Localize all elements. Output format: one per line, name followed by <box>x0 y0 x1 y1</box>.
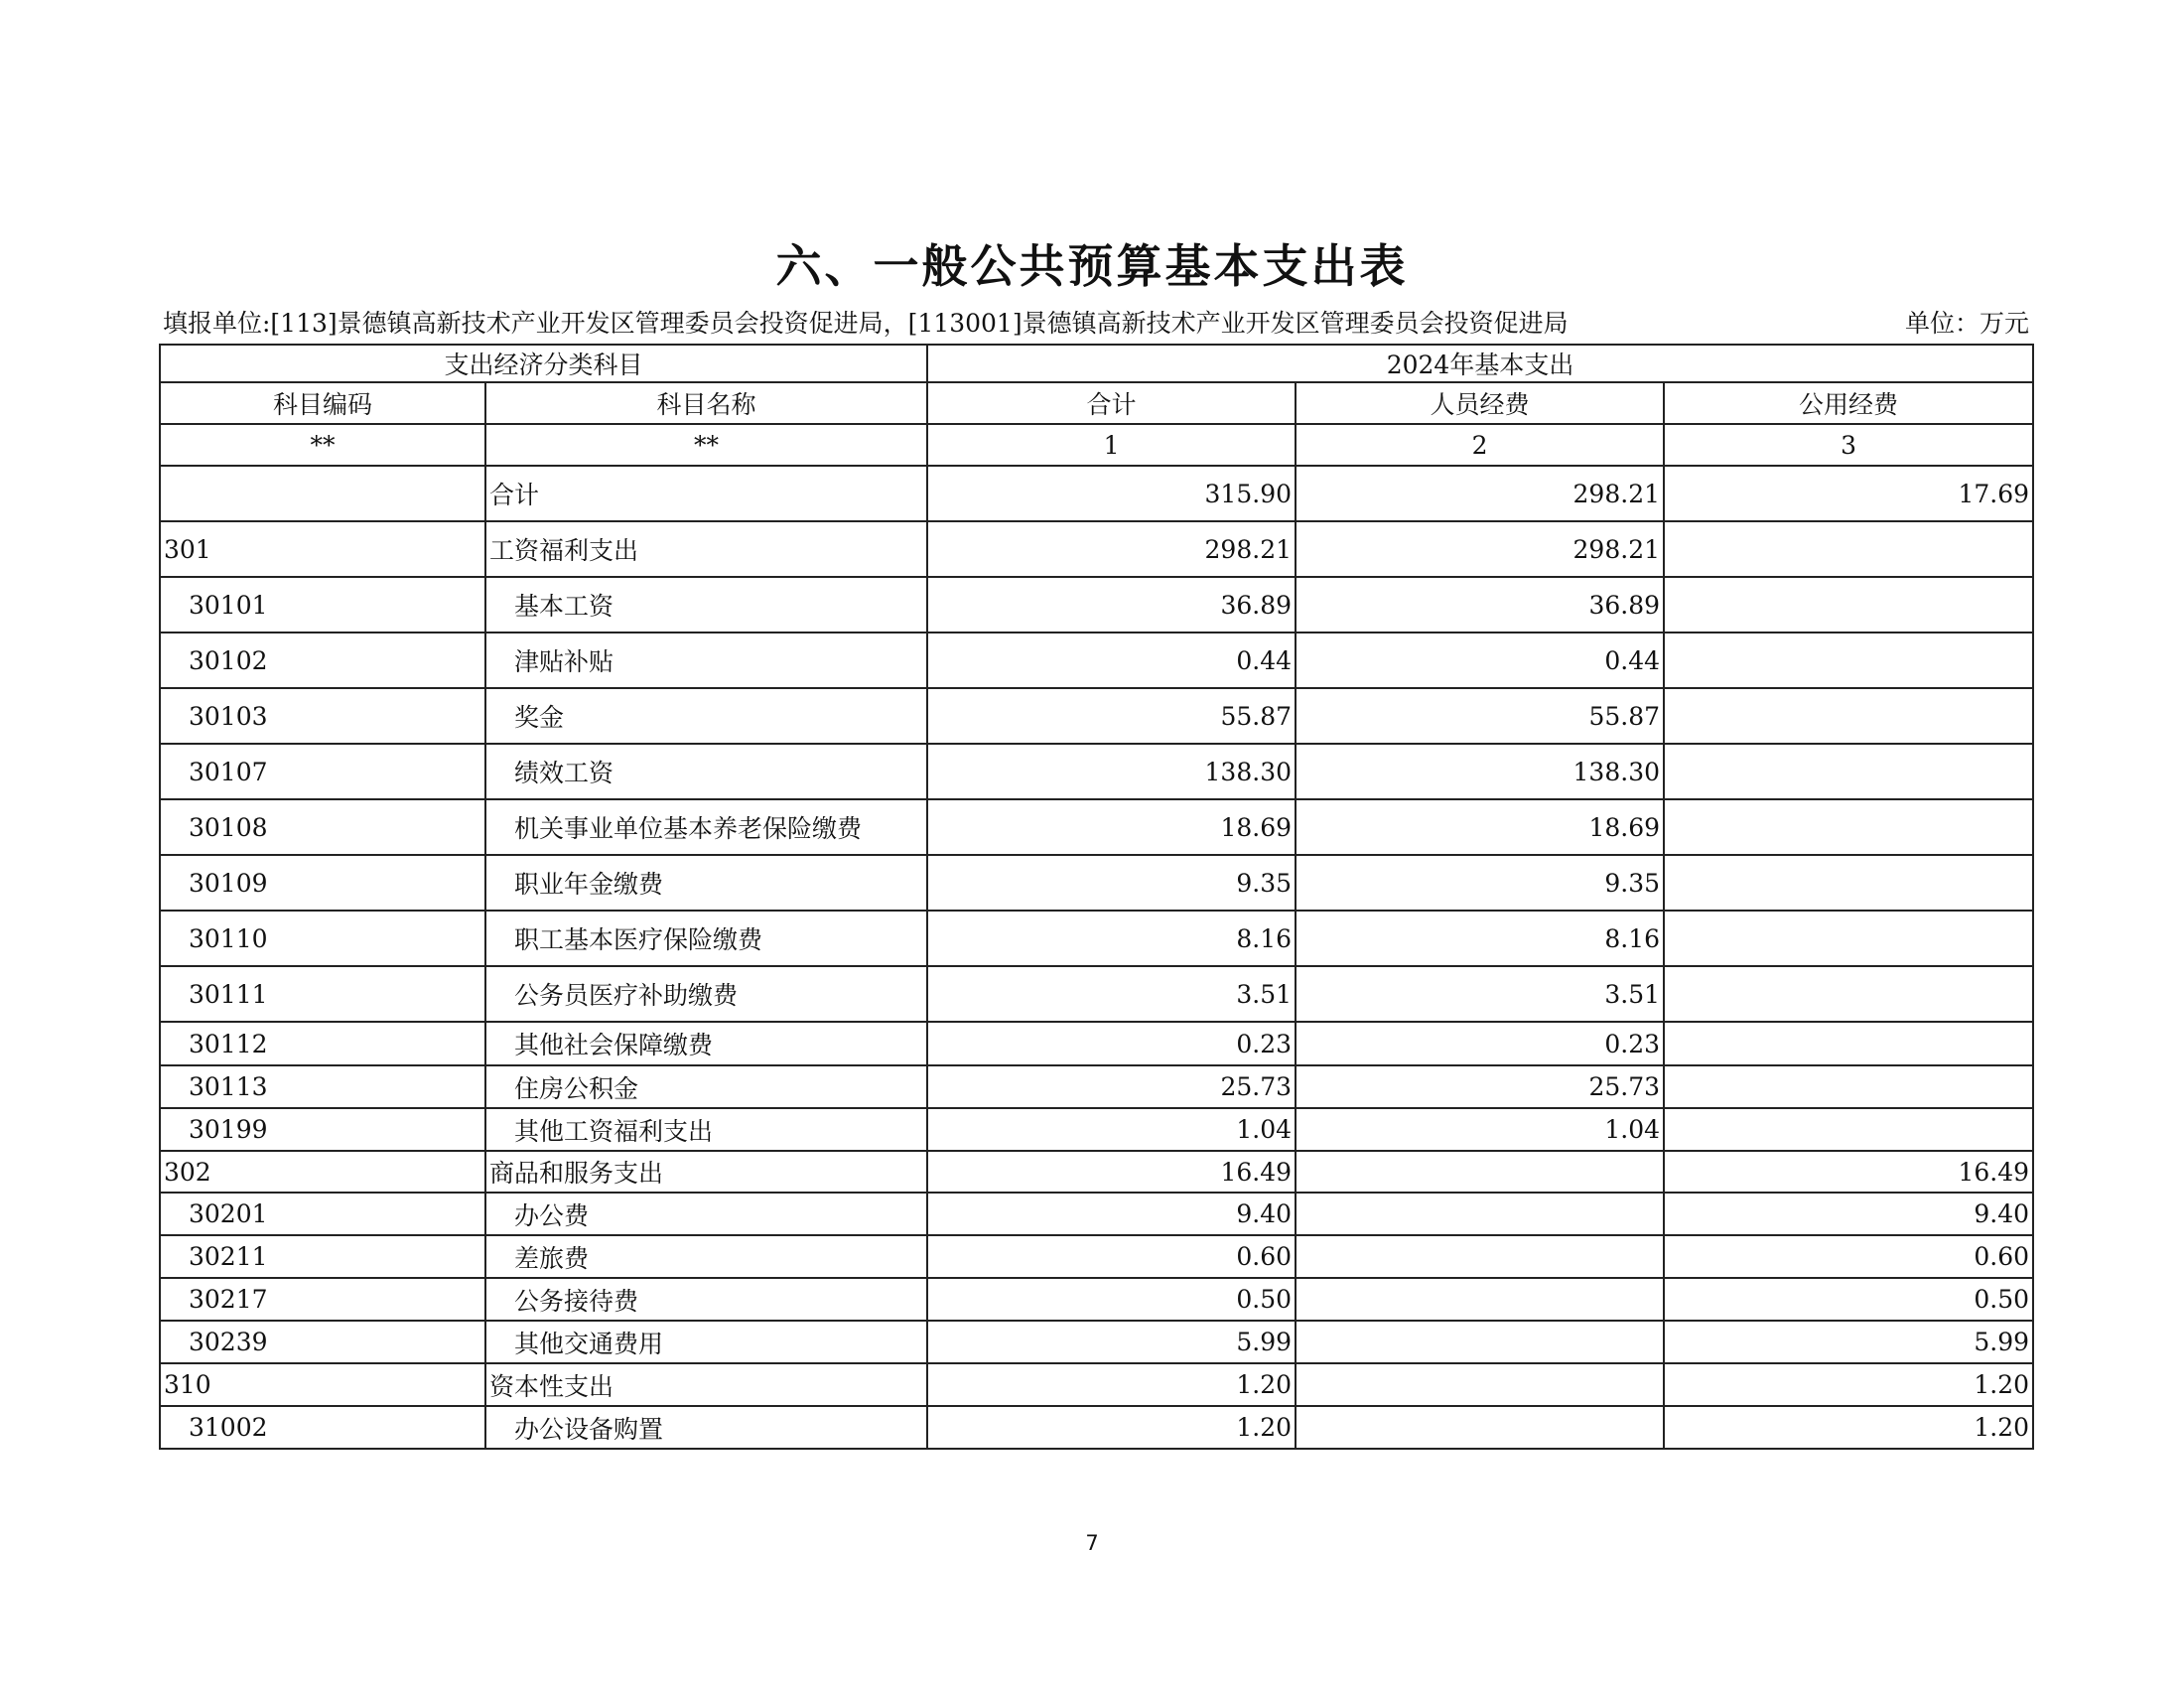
row-personnel <box>1296 1193 1664 1235</box>
header-group-row <box>160 345 2033 382</box>
row-public: 1.20 <box>1664 1406 2033 1449</box>
row-total: 298.21 <box>927 521 1296 577</box>
row-personnel: 36.89 <box>1296 577 1664 633</box>
row-code: 302 <box>160 1151 485 1193</box>
row-code: 30211 <box>160 1235 485 1278</box>
row-name: 其他工资福利支出 <box>485 1108 927 1151</box>
row-name: 职业年金缴费 <box>485 855 927 911</box>
table-row <box>160 577 2033 633</box>
page-title: 六、一般公共预算基本支出表 <box>775 239 1409 293</box>
row-total: 0.50 <box>927 1278 1296 1321</box>
row-public: 0.50 <box>1664 1278 2033 1321</box>
row-total: 16.49 <box>927 1151 1296 1193</box>
row-public <box>1664 577 2033 633</box>
row-personnel <box>1296 1278 1664 1321</box>
unit-label: 单位：万元 <box>1904 309 2029 338</box>
row-total: 55.87 <box>927 688 1296 744</box>
row-total: 0.60 <box>927 1235 1296 1278</box>
header-group-left: 支出经济分类科目 <box>160 345 927 382</box>
row-public <box>1664 966 2033 1022</box>
row-name: 工资福利支出 <box>485 521 927 577</box>
row-name: 机关事业单位基本养老保险缴费 <box>485 799 927 855</box>
row-total: 5.99 <box>927 1321 1296 1363</box>
table-row <box>160 1022 2033 1065</box>
row-total: 8.16 <box>927 911 1296 966</box>
row-public <box>1664 1022 2033 1065</box>
row-code: 30107 <box>160 744 485 799</box>
row-name: 基本工资 <box>485 577 927 633</box>
table-row <box>160 1235 2033 1278</box>
row-personnel: 138.30 <box>1296 744 1664 799</box>
row-public: 9.40 <box>1664 1193 2033 1235</box>
row-name: 合计 <box>485 466 927 521</box>
row-name: 津贴补贴 <box>485 633 927 688</box>
row-code: 30113 <box>160 1065 485 1108</box>
table-row <box>160 1108 2033 1151</box>
row-personnel <box>1296 1321 1664 1363</box>
row-personnel <box>1296 1363 1664 1406</box>
index-code: ** <box>160 424 485 466</box>
table-row <box>160 1406 2033 1449</box>
row-public <box>1664 521 2033 577</box>
row-total: 1.20 <box>927 1406 1296 1449</box>
row-code: 31002 <box>160 1406 485 1449</box>
row-public: 16.49 <box>1664 1151 2033 1193</box>
row-code: 30103 <box>160 688 485 744</box>
row-name: 商品和服务支出 <box>485 1151 927 1193</box>
table-row <box>160 1278 2033 1321</box>
row-public: 5.99 <box>1664 1321 2033 1363</box>
header-personnel: 人员经费 <box>1296 382 1664 424</box>
row-personnel: 55.87 <box>1296 688 1664 744</box>
table-row <box>160 1151 2033 1193</box>
index-name: ** <box>485 424 927 466</box>
row-name: 奖金 <box>485 688 927 744</box>
row-code: 30112 <box>160 1022 485 1065</box>
row-total: 1.04 <box>927 1108 1296 1151</box>
table-row <box>160 744 2033 799</box>
index-personnel: 2 <box>1296 424 1664 466</box>
row-code: 30110 <box>160 911 485 966</box>
row-public <box>1664 744 2033 799</box>
row-name: 其他交通费用 <box>485 1321 927 1363</box>
report-meta <box>163 306 2029 342</box>
table-row <box>160 1065 2033 1108</box>
header-public: 公用经费 <box>1664 382 2033 424</box>
row-name: 差旅费 <box>485 1235 927 1278</box>
row-public <box>1664 799 2033 855</box>
row-personnel: 298.21 <box>1296 521 1664 577</box>
table-row <box>160 521 2033 577</box>
row-total: 18.69 <box>927 799 1296 855</box>
index-public: 3 <box>1664 424 2033 466</box>
row-public <box>1664 855 2033 911</box>
header-total: 合计 <box>927 382 1296 424</box>
row-code: 301 <box>160 521 485 577</box>
row-code: 30111 <box>160 966 485 1022</box>
row-public <box>1664 1065 2033 1108</box>
row-public: 0.60 <box>1664 1235 2033 1278</box>
header-name: 科目名称 <box>485 382 927 424</box>
row-total: 0.44 <box>927 633 1296 688</box>
row-personnel <box>1296 1235 1664 1278</box>
row-public <box>1664 1108 2033 1151</box>
row-personnel: 18.69 <box>1296 799 1664 855</box>
row-total: 25.73 <box>927 1065 1296 1108</box>
row-personnel: 1.04 <box>1296 1108 1664 1151</box>
row-personnel: 3.51 <box>1296 966 1664 1022</box>
row-code <box>160 466 485 521</box>
index-total: 1 <box>927 424 1296 466</box>
row-personnel <box>1296 1151 1664 1193</box>
table-row <box>160 688 2033 744</box>
row-name: 其他社会保障缴费 <box>485 1022 927 1065</box>
header-group-right: 2024年基本支出 <box>927 345 2033 382</box>
row-personnel: 9.35 <box>1296 855 1664 911</box>
row-name: 办公费 <box>485 1193 927 1235</box>
header-code: 科目编码 <box>160 382 485 424</box>
row-personnel: 0.23 <box>1296 1022 1664 1065</box>
row-code: 30108 <box>160 799 485 855</box>
table-row <box>160 1321 2033 1363</box>
row-total: 9.35 <box>927 855 1296 911</box>
page-number: 7 <box>1085 1531 1099 1555</box>
row-code: 30102 <box>160 633 485 688</box>
budget-table <box>159 344 2034 1450</box>
row-name: 住房公积金 <box>485 1065 927 1108</box>
row-name: 公务接待费 <box>485 1278 927 1321</box>
row-public <box>1664 633 2033 688</box>
row-personnel <box>1296 1406 1664 1449</box>
row-code: 30101 <box>160 577 485 633</box>
table-row <box>160 799 2033 855</box>
row-public <box>1664 911 2033 966</box>
row-total: 1.20 <box>927 1363 1296 1406</box>
row-total: 138.30 <box>927 744 1296 799</box>
row-name: 绩效工资 <box>485 744 927 799</box>
table-body <box>160 466 2033 1449</box>
row-public: 1.20 <box>1664 1363 2033 1406</box>
row-total: 3.51 <box>927 966 1296 1022</box>
table-row <box>160 855 2033 911</box>
row-total: 9.40 <box>927 1193 1296 1235</box>
row-code: 310 <box>160 1363 485 1406</box>
table-row <box>160 466 2033 521</box>
row-code: 30199 <box>160 1108 485 1151</box>
row-name: 办公设备购置 <box>485 1406 927 1449</box>
table-row <box>160 911 2033 966</box>
row-personnel: 8.16 <box>1296 911 1664 966</box>
row-code: 30109 <box>160 855 485 911</box>
header-index-row <box>160 424 2033 466</box>
row-code: 30239 <box>160 1321 485 1363</box>
row-code: 30201 <box>160 1193 485 1235</box>
row-total: 0.23 <box>927 1022 1296 1065</box>
table-row <box>160 1363 2033 1406</box>
filing-unit: 填报单位:[113]景德镇高新技术产业开发区管理委员会投资促进局，[113001]景德镇高新技术产业开发区管理委员会投资促进局 <box>163 309 1569 338</box>
table-row <box>160 966 2033 1022</box>
row-personnel: 298.21 <box>1296 466 1664 521</box>
row-total: 36.89 <box>927 577 1296 633</box>
row-personnel: 0.44 <box>1296 633 1664 688</box>
row-public: 17.69 <box>1664 466 2033 521</box>
row-name: 职工基本医疗保险缴费 <box>485 911 927 966</box>
header-column-row <box>160 382 2033 424</box>
table-row <box>160 1193 2033 1235</box>
row-public <box>1664 688 2033 744</box>
row-personnel: 25.73 <box>1296 1065 1664 1108</box>
table-row <box>160 633 2033 688</box>
row-total: 315.90 <box>927 466 1296 521</box>
row-name: 公务员医疗补助缴费 <box>485 966 927 1022</box>
row-code: 30217 <box>160 1278 485 1321</box>
row-name: 资本性支出 <box>485 1363 927 1406</box>
